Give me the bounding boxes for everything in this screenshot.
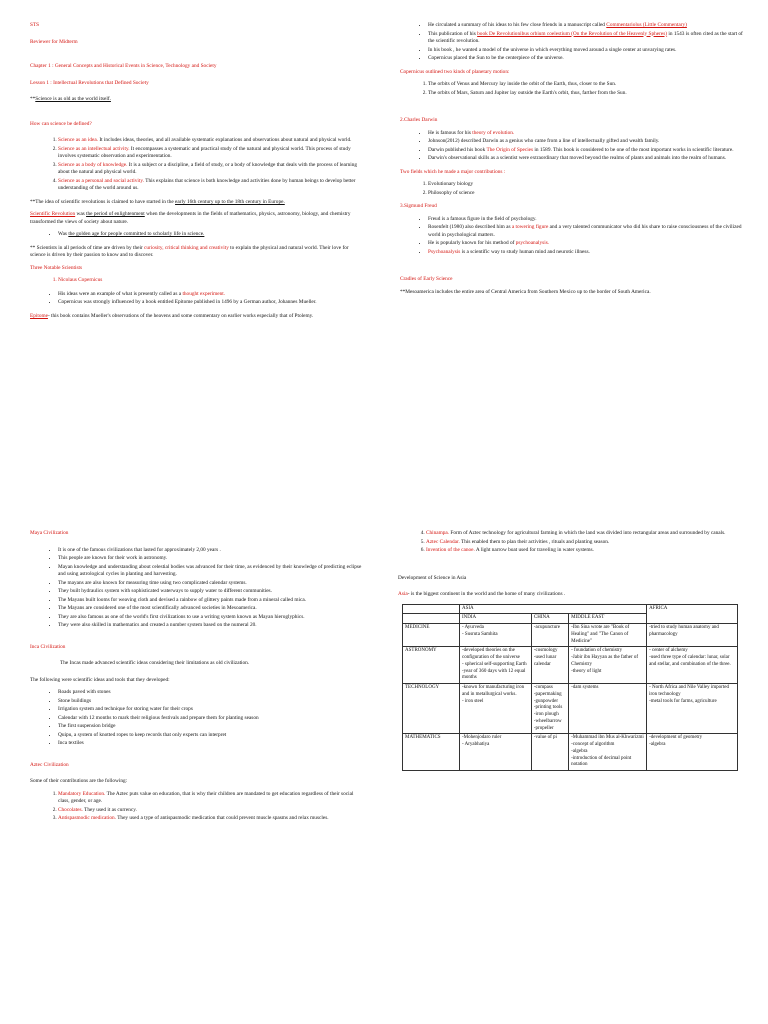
copernicus-detail: • He circulated a summary of his ideas to his few close friends in a manuscript called Commentariolus (Little Commentary): [428, 22, 750, 30]
freud-item: • Freud is a famous figure in the field of psychology.: [428, 216, 750, 224]
copernicus-detail: • This publication of his book De Revolutionibus orbium coelestium (On the Revolution of the Heavenly Spheres) in 1543 is often cited as the start of the scientific revolution.: [428, 31, 750, 46]
aztec-item: 5. Aztec Calendar. This enabled them to plan their activities , rituals and planting season.: [426, 539, 743, 547]
darwin-item: • Darwin's observational skills as a scientist were extraordinary that moved beyond the realms of plants and animals into the realm of humans.: [428, 155, 750, 163]
aztec-heading: Aztec Civilization: [30, 761, 69, 768]
copernicus-details: [30, 291, 360, 307]
aztec-list: [30, 791, 365, 823]
table-row: [403, 647, 738, 684]
planetary-motion-item: 2. The orbits of Mars, Saturn and Jupiter lay outside the Earth's orbit, thus, farther from the Sun.: [428, 90, 750, 98]
copernicus-continued-list: [400, 22, 750, 63]
cell-china: -acupuncture: [531, 624, 568, 647]
row-label: MATHEMATICS: [403, 734, 460, 771]
definition-item: 1. Science as an idea. It includes ideas, theories, and all available systematic explanations and observations about natural and physical world.: [58, 137, 360, 145]
row-label: TECHNOLOGY: [403, 684, 460, 734]
cell-africa: - North Africa and Nile Valley imported iron technology -metal tools for farms, agriculture: [647, 684, 738, 734]
darwin-contrib-item: 1. Evolutionary biology: [428, 181, 750, 189]
inca-item: • Stone buildings: [58, 698, 365, 706]
chapter-title: Chapter 1 : General Concepts and Historical Events in Science, Technology and Society: [30, 63, 217, 70]
inca-item: • Irrigation system and technique for storing water for their crops: [58, 706, 365, 714]
inca-item: • Quipu, a system of knotted ropes to keep records that only experts can interpret: [58, 732, 365, 740]
aztec-list-continued: [398, 530, 743, 555]
copernicus-detail: • Copernicus was strongly influenced by a book entitled Epitome published in 1496 by a German author, Johannes Mueller.: [58, 299, 360, 307]
maya-item: • They are also famous as one of the world's first civilizations to use a writing system known as Mayan hieroglyphics.: [58, 614, 365, 622]
maya-item: • Mayan knowledge and understanding about celestial bodies was advanced for their time, as evidenced by their knowledge of predicting eclipse and using astrological cycles in planting and harvesting.: [58, 564, 365, 579]
inca-list: [30, 689, 365, 748]
inca-item: • Calendar with 12 months to mark their religious festivals and prepare them for planting season: [58, 715, 365, 723]
planetary-motion-item: 1. The orbits of Venus and Mercury lay inside the orbit of the Earth, thus, closer to the Sun.: [428, 81, 750, 89]
cell-india: - Ayurveda - Susruta Samhita: [460, 624, 532, 647]
darwin-contrib-list: [400, 181, 750, 197]
definition-list: [30, 137, 360, 193]
maya-item: • It is one of the famous civilizations that lasted for approximately 2,00 years .: [58, 547, 365, 555]
how-defined-heading: How can science be defined?: [30, 120, 92, 127]
mesoamerica-note: **Mesoamerica includes the entire area of Central America from Southern Mexico up to the border of South America.: [400, 288, 651, 295]
planetary-motion-heading: Copernicus outlined two kinds of planetary motion:: [400, 68, 510, 75]
epitome-def: Epitome- this book contains Mueller's observations of the heavens and some commentary on earlier works especially that of Ptolemy.: [30, 312, 314, 319]
maya-item: • The Mayans built looms for weaving cloth and devised a rainbow of glittery paints made from a mineral called mica.: [58, 597, 365, 605]
definition-item: 4. Science as a personal and social activity. This explains that science is both knowledge and activities done by human beings to develop better understanding of the world around us.: [58, 178, 360, 193]
notable-scientists-list: [30, 277, 360, 285]
notable-scientists-heading: Three Notable Scientists: [30, 264, 83, 271]
section-aztec-asia: [398, 530, 743, 771]
cell-africa: -tried to study human anatomy and pharmacology: [647, 624, 738, 647]
darwin-contrib-item: 2. Philosophy of science: [428, 190, 750, 198]
cell-africa: -development of geometry -algebra: [647, 734, 738, 771]
darwin-item: • Darwin published his book The Origin of Species in 1589. This book is considered to be one of the most important works in scientific literature.: [428, 147, 750, 155]
maya-list: [30, 547, 365, 630]
cell-middle-east: -dam systems: [569, 684, 647, 734]
darwin-item: • He is famous for his theory of evolution.: [428, 130, 750, 138]
reviewer-title: Reviewer for Midterm: [30, 38, 78, 45]
header-africa: AFRICA: [647, 604, 738, 624]
maya-item: • They were also skilled in mathematics and created a number system based on the numeral 20.: [58, 622, 365, 630]
inca-heading: Inca Civilization: [30, 643, 66, 650]
header-asia: ASIA: [460, 604, 647, 614]
copernicus-detail: • In his book , he wanted a model of the universe in which everything moved around a single center at unvarying rates.: [428, 47, 750, 55]
asia-heading: Development of Science in Asia: [398, 574, 467, 581]
planetary-motion-list: [400, 81, 750, 97]
definition-item: 2. Science as an intellectual activity. It encompasses a systematic and practical study of the natural and physical world. This process of study involves systematic observation and experimentation.: [58, 146, 360, 161]
copernicus-detail: • His ideas were an example of what is presently called as a thought experiment.: [58, 291, 360, 299]
cell-india: -Mohenjodaro ruler - Aryabhatiya: [460, 734, 532, 771]
cell-middle-east: -Ibn Sina wrote are "Book of Healing" and "The Canon of Medicine": [569, 624, 647, 647]
cradles-heading: Cradles of Early Science: [400, 276, 453, 283]
row-label: MEDICINE: [403, 624, 460, 647]
table-row: [403, 734, 738, 771]
maya-item: • The Mayans are considered one of the most scientifically advanced societies in Mesoamerica.: [58, 605, 365, 613]
lesson-title: Lesson 1 : Intellectual Revolutions that Defined Society: [30, 79, 149, 86]
freud-item: • Rosenfelt (1980) also described him as a towering figure and a very talented communicator who did his share to raise consciousness of the civilized world in psychological matters.: [428, 224, 750, 239]
inca-item: • Roads paved with stones: [58, 689, 365, 697]
inca-item: • Inca textiles: [58, 740, 365, 748]
maya-item: • This people are known for their work in astronomy.: [58, 555, 365, 563]
course-title: STS: [30, 22, 40, 28]
asia-definition: Asia- is the biggest continent in the world and the home of many civilizations .: [398, 591, 566, 598]
aztec-item: 2. Chocolates. They used it as currency.: [58, 807, 365, 815]
definition-item: 3. Science as a body of knowledge. It is a subject or a discipline, a field of study, or a body of knowledge that deals with the process of learning about the natural and physical world.: [58, 162, 360, 177]
science-old-note: **Science is as old as the world itself.: [30, 96, 111, 103]
section-maya-inca-aztec: [30, 530, 365, 829]
cell-china: -value of pi: [531, 734, 568, 771]
header-middle-east: MIDDLE EAST: [569, 614, 647, 624]
science-asia-table: [402, 604, 738, 772]
cell-middle-east: - foundation of chemistry -Jabir ibn Hayyan as the father of Chemistry -theory of light: [569, 647, 647, 684]
inca-intro: The Incas made advanced scientific ideas considering their limitations as old civilization.: [60, 660, 250, 667]
golden-age-list: [30, 231, 360, 239]
section-intellectual-revolutions: [30, 22, 360, 325]
table-header-row: [403, 604, 738, 614]
aztec-item: 3. Antispasmodic medication. They used a type of antispasmodic medication that could prevent muscle spasms and relax muscles.: [58, 815, 365, 823]
inca-list-intro: The following were scientific ideas and tools that they developed:: [30, 676, 170, 683]
header-china: CHINA: [531, 614, 568, 624]
table-row: [403, 684, 738, 734]
cell-china: -compass -papermaking -gunpowder -printing tools -iron plough -wheelbarrow -propeller: [531, 684, 568, 734]
golden-age-item: • Was the golden age for people committed to scholarly life in science.: [58, 231, 360, 239]
scientific-revolution-def: Scientific Revolution was the period of enlightenment when the developments in the fields of mathematics, physics, astronomy, biology, and chemistry transformed the views of society about nature.: [30, 211, 351, 225]
maya-item: • They built hydraulics system with sophisticated waterways to supply water to different communities.: [58, 588, 365, 596]
darwin-contrib-heading: Two fields which he made a major contributions :: [400, 168, 506, 175]
freud-item: • Psychoanalysis is a scientific way to study human mind and neurotic illness.: [428, 249, 750, 257]
cell-india: -developed theories on the configuration of the universe - spherical self-supporting Earth -year of 360 days with 12 equal months: [460, 647, 532, 684]
darwin-heading: 2.Charles Darwin: [400, 117, 438, 124]
inca-item: • The first suspension bridge: [58, 723, 365, 731]
aztec-intro: Some of their contributions are the following:: [30, 778, 128, 785]
aztec-item: 4. Chinampa. Form of Aztec technology for agricultural farming in which the land was divided into rectangular areas and surrounded by canals.: [426, 530, 743, 538]
cell-india: -known for manufacturing iron and in metallurgical works. - iron steel: [460, 684, 532, 734]
section-darwin-freud: [400, 22, 750, 301]
copernicus-detail: • Copernicus placed the Sun to be the centerpiece of the universe.: [428, 55, 750, 63]
darwin-item: • Johnson(2012) described Darwin as a genius who came from a line of intellectually gifted and wealth family.: [428, 138, 750, 146]
aztec-item: 1. Mandatory Education. The Aztec puts value on education, that is why their children are mandated to get education regardless of their social class, gender, or age.: [58, 791, 365, 806]
freud-heading: 3.Sigmund Freud: [400, 203, 437, 210]
revolution-start-note: **The idea of scientific revolutions is claimed to have started in the early 16th century up to the 18th century in Europe.: [30, 198, 285, 205]
maya-heading: Maya Civilization: [30, 530, 69, 536]
cell-middle-east: -Muhammad ibn Mus al-Khwarizmi -concept of algorithm -algebra -introduction of decimal point notation: [569, 734, 647, 771]
aztec-item: 6. Invention of the canoe. A light narrow boat used for traveling in water systems.: [426, 547, 743, 555]
scientist-copernicus: 1. Nicolaus Copernicus: [58, 277, 360, 285]
scientists-note: ** Scientists in all periods of time are driven by their curiosity, critical thinking and creativity to explain the physical and natural world. Their love for science is driven by their passion to know and to discover.: [30, 244, 349, 259]
cell-africa: - center of alchemy -used three type of calendar: lunar, solar and stellar, and combination of the three.: [647, 647, 738, 684]
maya-item: • The mayans are also known for measuring time using two complicated calendar systems.: [58, 580, 365, 588]
row-label: ASTRONOMY: [403, 647, 460, 684]
header-india: INDIA: [460, 614, 532, 624]
freud-item: • He is popularly known for his method of psychoanalysis.: [428, 240, 750, 248]
darwin-list: [400, 130, 750, 163]
freud-list: [400, 216, 750, 257]
cell-china: -cosmology -used lunar calendar: [531, 647, 568, 684]
table-row: [403, 624, 738, 647]
